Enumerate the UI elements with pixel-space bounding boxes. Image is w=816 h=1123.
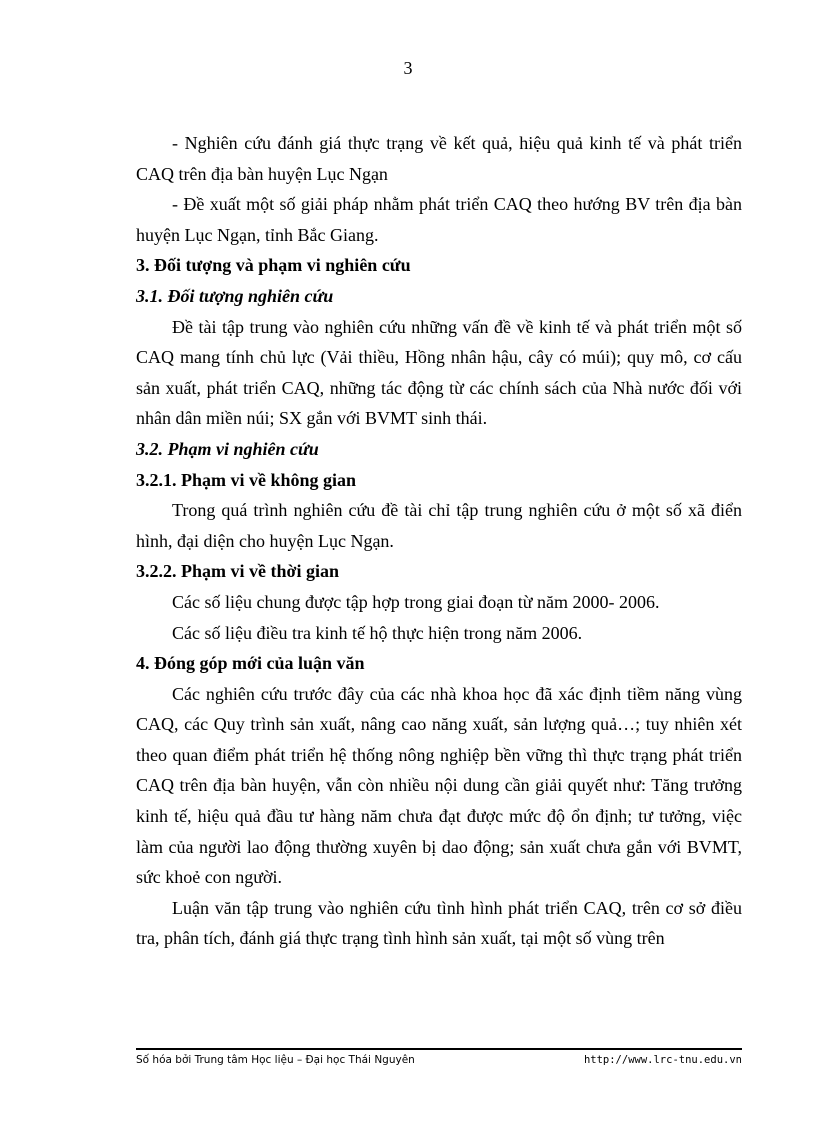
subsection-heading: 3.2.2. Phạm vi về thời gian bbox=[136, 561, 339, 582]
paragraph: Luận văn tập trung vào nghiên cứu tình hình phát triển CAQ, trên cơ sở điều tra, phân tích, đánh giá thực trạng tình hình sản xuất, tại một số vùng trên bbox=[136, 897, 742, 949]
section-heading: 3. Đối tượng và phạm vi nghiên cứu bbox=[136, 255, 411, 276]
page-number: 3 bbox=[403, 58, 413, 78]
subsection-heading: 3.2. Phạm vi nghiên cứu bbox=[136, 438, 319, 459]
paragraph: Đề tài tập trung vào nghiên cứu những vấn đề về kinh tế và phát triển một số CAQ mang tính chủ lực (Vải thiều, Hồng nhân hậu, cây có múi); quy mô, cơ cấu sản xuất, phát triển CAQ, những tác động từ các chính sách của Nhà nước đối với nhân dân miền núi; SX gắn với BVMT sinh thái. bbox=[136, 316, 742, 429]
paragraph: Các số liệu điều tra kinh tế hộ thực hiện trong năm 2006. bbox=[172, 622, 583, 643]
paragraph: Các số liệu chung được tập hợp trong giai đoạn từ năm 2000- 2006. bbox=[172, 591, 660, 612]
subsection-heading: 3.2.1. Phạm vi về không gian bbox=[136, 469, 357, 490]
section-heading: 4. Đóng góp mới của luận văn bbox=[136, 653, 365, 674]
footer-url: http://www.lrc-tnu.edu.vn bbox=[583, 1054, 742, 1066]
paragraph: Các nghiên cứu trước đây của các nhà khoa học đã xác định tiềm năng vùng CAQ, các Quy trình sản xuất, nâng cao năng xuất, sản lượng quả…; tuy nhiên xét theo quan điểm phát triển hệ thống nông nghiệp bền vững thì thực trạng phát triển CAQ trên địa bàn huyện, vẫn còn nhiều nội dung cần giải quyết như: Tăng trưởng kinh tế, hiệu quả đầu tư hàng năm chưa đạt được mức độ ổn định; tư tưởng, việc làm của người lao động thường xuyên bị dao động; sản xuất chưa gắn với BVMT, sức khoẻ con người. bbox=[136, 683, 742, 888]
footer-divider bbox=[136, 1048, 742, 1050]
paragraph: Trong quá trình nghiên cứu đề tài chỉ tập trung nghiên cứu ở một số xã điển hình, đại diện cho huyện Lục Ngạn. bbox=[136, 500, 742, 551]
paragraph: - Đề xuất một số giải pháp nhằm phát triển CAQ theo hướng BV trên địa bàn huyện Lục Ngạn, tỉnh Bắc Giang. bbox=[136, 194, 742, 245]
body-text bbox=[136, 128, 742, 954]
paragraph: - Nghiên cứu đánh giá thực trạng về kết quả, hiệu quả kinh tế và phát triển CAQ trên địa bàn huyện Lục Ngạn bbox=[136, 133, 742, 184]
footer-credit: Số hóa bởi Trung tâm Học liệu – Đại học Thái Nguyên bbox=[136, 1054, 415, 1066]
subsection-heading: 3.1. Đối tượng nghiên cứu bbox=[136, 285, 334, 306]
